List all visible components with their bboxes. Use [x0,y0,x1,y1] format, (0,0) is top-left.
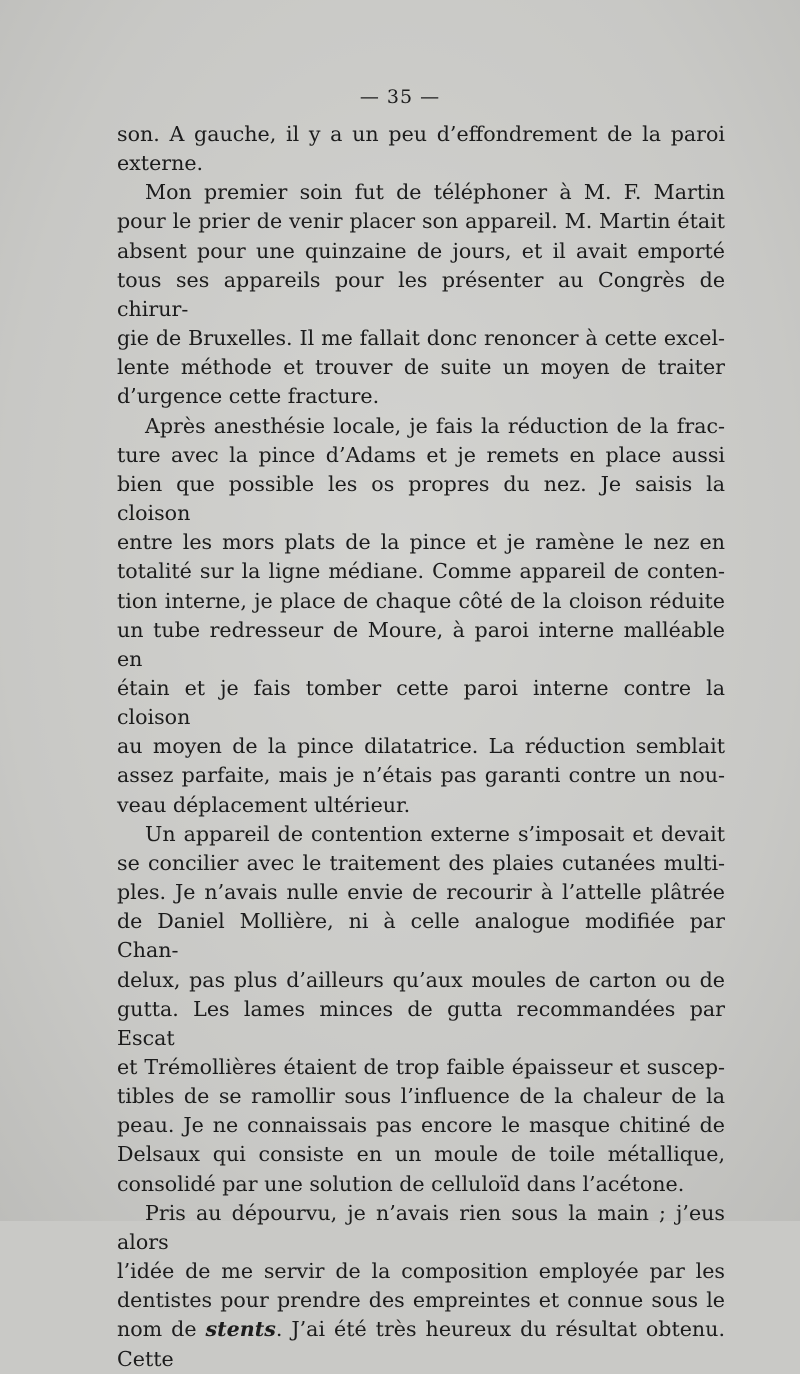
text-line: Un appareil de contention externe s’imposait et devait [145,821,725,846]
emphasis-term: stents [205,1317,276,1342]
text-line: delux, pas plus d’ailleurs qu’aux moules de carton ou de [117,967,725,992]
paragraph [117,120,725,178]
text-line: tion interne, je place de chaque côté de la cloison réduite [117,588,725,613]
text-line: Pris au dépourvu, je n’avais rien sous la main ; j’eus alors [117,1200,725,1254]
text-line: ture avec la pince d’Adams et je remets en place aussi [117,442,725,467]
text-line: entre les mors plats de la pince et je ramène le nez en [117,530,725,555]
text-line: se concilier avec le traitement des plaies cutanées multi- [117,850,725,875]
text-line: de Daniel Mollière, ni à celle analogue modifiée par Chan- [117,909,725,963]
text-line: et Trémollières étaient de trop faible épaisseur et suscep- [117,1055,725,1079]
text-line: ples. Je n’avais nulle envie de recourir à l’attelle plâtrée [117,880,725,905]
text-line: pour le prier de venir placer son appareil. M. Martin était [117,209,725,234]
text-line: Après anesthésie locale, je fais la réduction de la frac- [145,413,725,438]
text-line: dentistes pour prendre des empreintes et connue sous le [117,1288,725,1313]
text-line: tous ses appareils pour les présenter au Congrès de chirur- [117,267,725,321]
paragraph [117,412,725,820]
text-line: consolidé par une solution de celluloïd dans l’acétone. [117,1171,685,1196]
text-line: veau déplacement ultérieur. [117,792,411,817]
text-line: externe. [117,151,204,176]
text-line: un tube redresseur de Moure, à paroi interne malléable en [117,617,725,671]
text-line: d’urgence cette fracture. [117,384,380,409]
paragraph [117,820,725,1199]
text-line: au moyen de la pince dilatatrice. La réduction semblait [117,734,725,759]
text-line: Delsaux qui consiste en un moule de toile métallique, [117,1142,725,1167]
text-line: totalité sur la ligne médiane. Comme appareil de conten- [117,559,725,584]
text-line: son. A gauche, il y a un peu d’effondrement de la paroi [117,122,725,146]
text-line: gutta. Les lames minces de gutta recommandées par Escat [117,996,725,1050]
text-line: tibles de se ramollir sous l’influence de la chaleur de la [117,1084,725,1109]
text-line: lente méthode et trouver de suite un moyen de traiter [117,355,725,380]
text-line: gie de Bruxelles. Il me fallait donc renoncer à cette excel- [117,326,725,351]
body-text [117,120,725,1374]
paragraph [117,178,725,411]
text-segment: . J’ai été très heureux du résultat obtenu. Cette [117,1317,725,1371]
paragraph [117,1199,725,1374]
text-line: bien que possible les os propres du nez. Je saisis la cloison [117,471,725,526]
text-line: assez parfaite, mais je n’étais pas garanti contre un nou- [117,763,725,788]
text-line [117,1315,725,1373]
text-segment: nom de [117,1317,206,1342]
page-number: — 35 — [359,86,441,108]
text-line: peau. Je ne connaissais pas encore le masque chitiné de [117,1113,725,1138]
text-line: l’idée de me servir de la composition employée par les [117,1259,725,1284]
text-line: absent pour une quinzaine de jours, et il avait emporté [117,238,725,263]
text-line: étain et je fais tomber cette paroi interne contre la cloison [117,675,725,730]
text-line: Mon premier soin fut de téléphoner à M. F. Martin [145,180,725,205]
